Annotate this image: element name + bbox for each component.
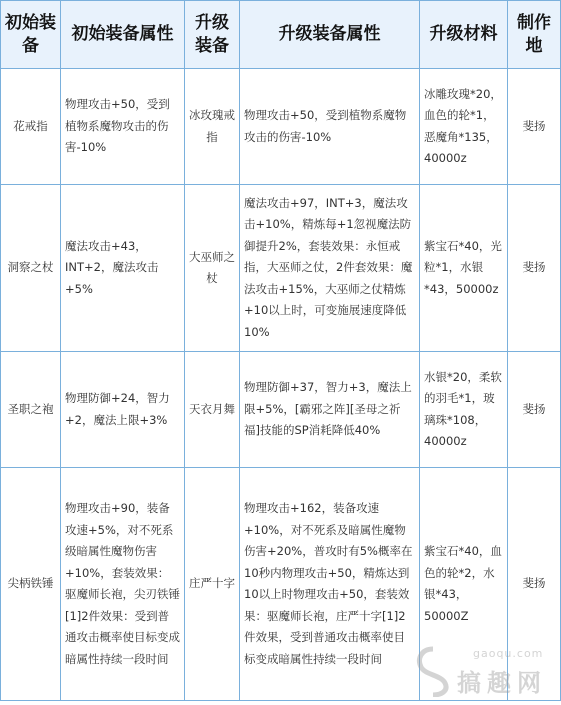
cell-upgrade: 大巫师之杖	[185, 185, 240, 352]
cell-item: 尖柄铁锤	[1, 468, 61, 701]
header-initial-attributes: 初始装备属性	[61, 1, 185, 69]
header-upgraded-attributes: 升级装备属性	[240, 1, 420, 69]
cell-attributes: 魔法攻击+43，INT+2，魔法攻击+5%	[61, 185, 185, 352]
table-row	[1, 468, 561, 701]
cell-upgrade: 天衣月舞	[185, 352, 240, 468]
header-crafting-location: 制作地	[508, 1, 561, 69]
cell-place: 斐扬	[508, 185, 561, 352]
cell-upgrade: 庄严十字	[185, 468, 240, 701]
cell-place: 斐扬	[508, 69, 561, 185]
cell-place: 斐扬	[508, 468, 561, 701]
table-row	[1, 352, 561, 468]
cell-materials: 冰雕玫瑰*20，血色的轮*1，恶魔角*135，40000z	[420, 69, 508, 185]
cell-upgrade-attributes: 物理攻击+50，受到植物系魔物攻击的伤害-10%	[240, 69, 420, 185]
cell-upgrade-attributes: 物理防御+37，智力+3，魔法上限+5%，[霸邪之阵][圣母之祈福]技能的SP消耗降低40%	[240, 352, 420, 468]
cell-upgrade: 冰玫瑰戒指	[185, 69, 240, 185]
cell-place: 斐扬	[508, 352, 561, 468]
header-materials: 升级材料	[420, 1, 508, 69]
cell-materials: 紫宝石*40，血色的轮*2，水银*43，50000Z	[420, 468, 508, 701]
cell-attributes: 物理防御+24，智力+2，魔法上限+3%	[61, 352, 185, 468]
cell-attributes: 物理攻击+90，装备攻速+5%，对不死系级暗属性魔物伤害+10%，套装效果：驱魔师长袍，尖刃铁锤[1]2件效果：受到普通攻击概率使目标变成暗属性持续一段时间	[61, 468, 185, 701]
header-row	[1, 1, 561, 69]
header-initial-equipment: 初始装备	[1, 1, 61, 69]
table-row	[1, 69, 561, 185]
watermark-url: gaoqu.com	[473, 647, 544, 660]
header-upgraded-equipment: 升级装备	[185, 1, 240, 69]
watermark-brand: 搞趣网	[457, 669, 547, 697]
cell-attributes: 物理攻击+50，受到植物系魔物攻击的伤害-10%	[61, 69, 185, 185]
cell-upgrade-attributes: 物理攻击+162，装备攻速+10%，对不死系及暗属性魔物伤害+20%，普攻时有5%概率在10秒内物理攻击+50，精炼达到10以上时物理攻击+50，套装效果：驱魔师长袍，庄严十字[1]2件效果，受到普通攻击概率使目标变成暗属性持续一段时间	[240, 468, 420, 701]
cell-materials: 紫宝石*40，光粒*1，水银*43，50000z	[420, 185, 508, 352]
cell-item: 圣职之袍	[1, 352, 61, 468]
table-row	[1, 185, 561, 352]
cell-upgrade-attributes: 魔法攻击+97，INT+3，魔法攻击+10%，精炼每+1忽视魔法防御提升2%，套装效果：永恒戒指，大巫师之仗，2件套效果：魔法攻击+15%，大巫师之仗精炼+10以上时，可变施展速度降低10%	[240, 185, 420, 352]
cell-item: 花戒指	[1, 69, 61, 185]
cell-materials: 水银*20，柔软的羽毛*1，玻璃珠*108，40000z	[420, 352, 508, 468]
cell-item: 洞察之杖	[1, 185, 61, 352]
